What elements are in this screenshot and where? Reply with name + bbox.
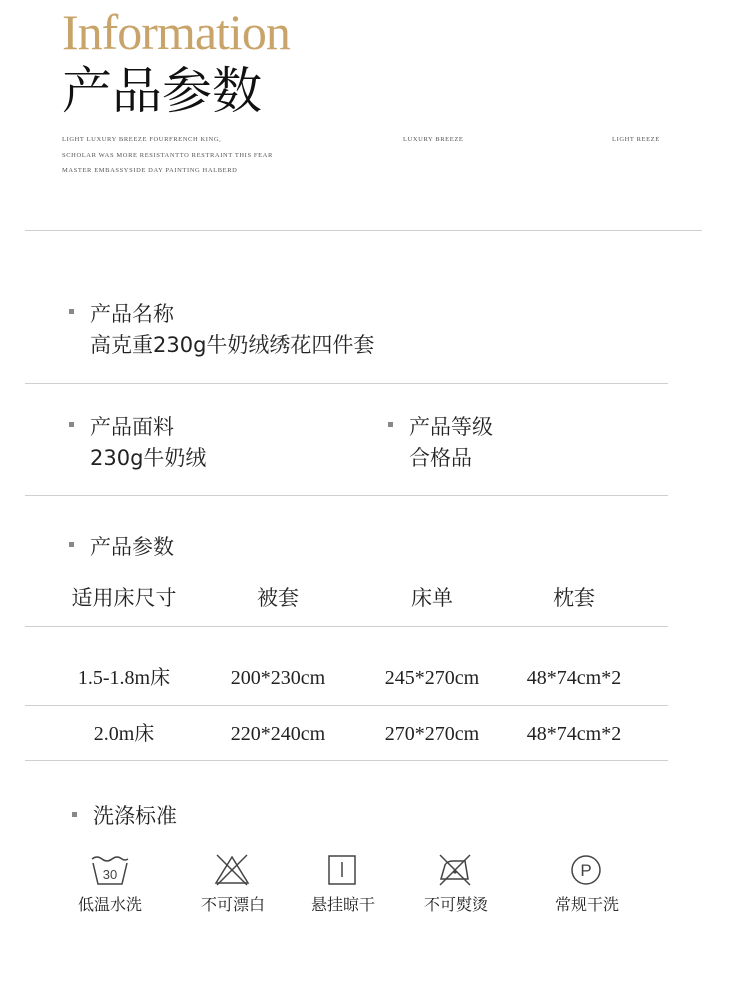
wash-label: 不可熨烫 bbox=[423, 895, 488, 914]
table-cell: 270*270cm bbox=[384, 723, 480, 745]
spec-label: 产品参数 bbox=[90, 535, 174, 559]
description-block bbox=[62, 132, 273, 179]
product-name-label: 产品名称 bbox=[90, 302, 174, 326]
tag-right: LIGHT REEZE bbox=[612, 136, 660, 143]
table-cell: 48*74cm*2 bbox=[526, 667, 622, 689]
section-divider bbox=[25, 383, 668, 384]
washing-label: 洗涤标准 bbox=[93, 804, 177, 828]
fabric-label: 产品面料 bbox=[90, 415, 174, 439]
grade-value: 合格品 bbox=[409, 446, 472, 470]
table-cell: 48*74cm*2 bbox=[526, 723, 622, 745]
page-title: 产品参数 bbox=[62, 62, 262, 120]
section-divider bbox=[25, 495, 668, 496]
wash-label: 低温水洗 bbox=[77, 895, 142, 914]
wash-label: 悬挂晾干 bbox=[310, 895, 375, 914]
table-cell: 200*230cm bbox=[230, 667, 326, 689]
table-divider bbox=[25, 760, 668, 761]
table-cell: 2.0m床 bbox=[93, 723, 155, 745]
svg-text:P: P bbox=[580, 861, 592, 880]
tag-middle: LUXURY BREEZE bbox=[403, 136, 464, 143]
no-bleach-icon bbox=[212, 853, 252, 887]
grade-label: 产品等级 bbox=[409, 415, 493, 439]
dry-clean-p-icon bbox=[566, 853, 606, 887]
wash-label: 不可漂白 bbox=[200, 895, 265, 914]
no-iron-icon bbox=[435, 853, 475, 887]
bullet-icon bbox=[388, 422, 393, 427]
table-divider bbox=[25, 705, 668, 706]
description-line: SCHOLAR WAS MORE RESISTANTTO RESTRAINT THIS FEAR bbox=[62, 151, 273, 159]
bullet-icon bbox=[72, 812, 77, 817]
english-title: Information bbox=[62, 4, 290, 60]
bullet-icon bbox=[69, 542, 74, 547]
description-line: MASTER EMBASSYSIDE DAY PAINTING HALBERD bbox=[62, 167, 238, 174]
svg-text:30: 30 bbox=[102, 867, 118, 882]
table-cell: 220*240cm bbox=[230, 723, 326, 745]
bullet-icon bbox=[69, 422, 74, 427]
table-header-size: 适用床尺寸 bbox=[71, 586, 177, 610]
header-divider bbox=[25, 230, 702, 231]
fabric-value: 230g牛奶绒 bbox=[90, 446, 207, 470]
table-cell: 1.5-1.8m床 bbox=[77, 667, 171, 689]
wash-label: 常规干洗 bbox=[554, 895, 619, 914]
table-header-duvet: 被套 bbox=[257, 586, 299, 610]
wash-30-icon bbox=[90, 853, 130, 887]
description-line: LIGHT LUXURY BREEZE FOURFRENCH KING, bbox=[62, 136, 222, 143]
hang-dry-icon bbox=[322, 853, 362, 887]
product-name-value: 高克重230g牛奶绒绣花四件套 bbox=[90, 333, 375, 357]
table-divider bbox=[25, 626, 668, 627]
table-header-pillowcase: 枕套 bbox=[553, 586, 595, 610]
table-cell: 245*270cm bbox=[384, 667, 480, 689]
table-header-sheet: 床单 bbox=[411, 586, 453, 610]
bullet-icon bbox=[69, 309, 74, 314]
